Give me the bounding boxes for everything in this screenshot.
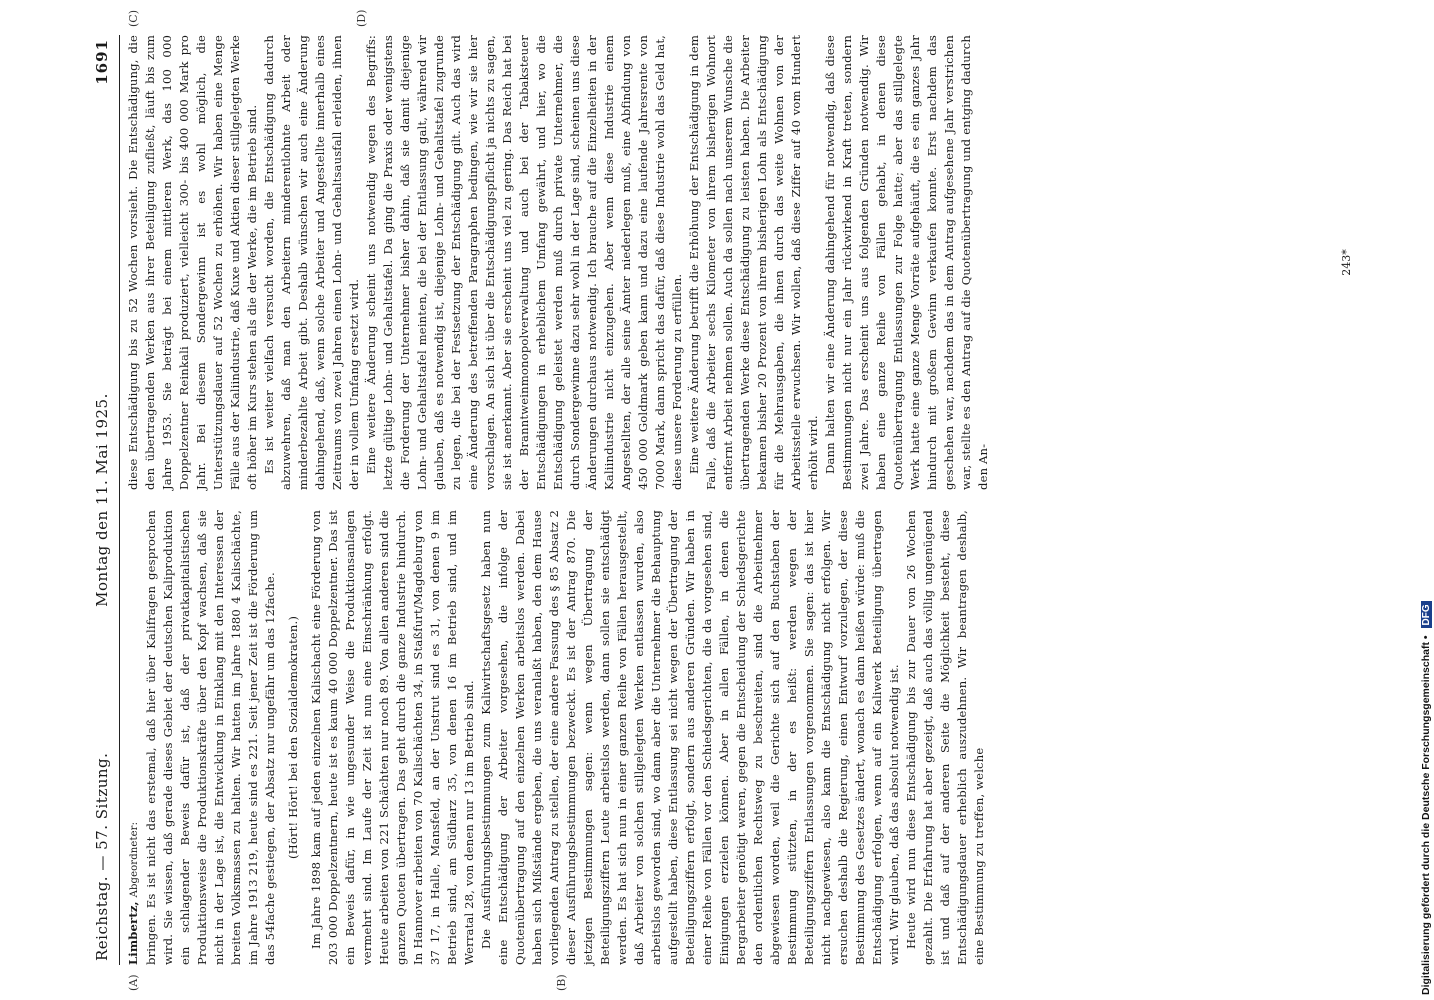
caption-text: Digitalisierung gefördert durch die Deutsche Forschungsgemeinschaft • [1420,635,1432,995]
margin-mark-c: (C) [127,10,140,27]
text-column-right [125,35,992,490]
paragraph: Eine weitere Änderung betrifft die Erhöhung der Entschädigung in dem Falle, daß die Arbeiter sechs Kilometer von ihrem bisherigen Wohnort entfernt Arbeit nehmen sollen. Auch da sollen nach unserem Wunsche die übertragenden Werke diese Entschädigung zu leisten haben. Die Arbeiter bekamen bisher 20 Prozent von ihrem bisherigen Lohn als Entschädigung für die Mehrausgaben, die ihnen durch das weite Wohnen von der Arbeitsstelle erwuchsen. Wir wollen, daß diese Ziffer auf 40 vom Hundert erhöht wird. [687,35,820,490]
speaker-line [125,510,143,965]
header-session: Reichstag. — 57. Sitzung. [93,752,111,961]
page-header [85,35,120,965]
paragraph: Im Jahre 1898 kam auf jeden einzelnen Kalischacht eine Förderung von 203 000 Doppelzentnern, heute ist es kaum 40 000 Doppelzentner. Das ist ein Beweis dafür, in wie ungesunder Weise die Produktionsanlagen vermehrt sind. Im Laufe der Zeit ist nun eine Einschränkung erfolgt. Heute arbeiten von 221 Schächten nur noch 89. Von allen anderen sind die ganzen Quoten übertragen. Das geht durch die ganze Industrie hindurch. In Hannover arbeiten von 70 Kalischächten 34, in Staßfurt/Magdeburg von 37 17, in Halle, Mansfeld, an der Unstrut sind es 31, von denen 9 im Betrieb sind, am Südharz 35, von denen 16 im Betrieb sind, und im Werratal 28, von denen nur 13 im Betrieb sind. [309,510,476,965]
paragraph: Heute wird nun diese Entschädigung bis zur Dauer von 26 Wochen gezahlt. Die Erfahrung hat aber gezeigt, daß auch das völlig ungenügend ist und daß auf der anderen Seite die Möglichkeit besteht, diese Entschädigungsdauer erheblich auszudehnen. Wir beantragen deshalb, eine Bestimmung zu treffen, welche [904,510,986,965]
margin-mark-d: (D) [355,9,368,27]
paragraph: Dann halten wir eine Änderung dahingehend für notwendig, daß diese Bestimmungen nicht nur ein Jahr rückwirkend in Kraft treten, sondern zwei Jahre. Das erscheint uns aus folgenden Gründen notwendig. Wir haben eine ganze Reihe von Fällen gehabt, in denen diese Quotenübertragung Entlassungen zur Folge hatte; aber das stillgelegte Werk hatte eine ganze Menge Vorräte aufgehäuft, die es ein ganzes Jahr hindurch mit großem Gewinn verkaufen konnte. Erst nachdem das geschehen war, nachdem das in dem Antrag aufgesehene Jahr verstrichen war, stellte es den Antrag auf die Quotenübertragung und entging dadurch den An- [823,35,990,490]
paragraph: bringen. Es ist nicht das erstemal, daß hier über Kalifragen gesprochen wird. Sie wissen, daß gerade dieses Gebiet der deutschen Kaliproduktion ein schlagender Beweis dafür ist, daß der privatkapitalistischen Produktionsweise die Produktionskräfte über den Kopf wachsen, daß sie nicht in der Lage ist, die Entwicklung in Einklang mit den Interessen der breiten Volksmassen zu halten. Wir hatten im Jahre 1880 4 Kalischächte, im Jahre 1913 219, heute sind es 221. Seit jener Zeit ist die Förderung um das 54fache gestiegen, der Absatz nur ungefähr um das 12fache. [144,510,277,965]
paragraph: Eine weitere Änderung scheint uns notwendig wegen des Begriffs: letzte gültige Lohn- und Gehaltstafel. Da ging die Praxis oder wenigstens die Forderung der Unternehmer bisher dahin, daß sie damit diejenige Lohn- und Gehaltstafel meinten, die bei der Entlassung galt, während wir glauben, daß es notwendig ist, diejenige Lohn- und Gehaltstafel zugrunde zu legen, die bei der Festsetzung der Entschädigung gilt. Auch das wird eine Änderung des betreffenden Paragraphen bedingen, wie wir sie hier vorschlagen. An sich ist über die Entschädigungspflicht ja nichts zu sagen, sie ist anerkannt. Aber sie erscheint uns viel zu gering. Das Reich hat bei der Branntweinmonopolverwaltung und auch bei der Tabaksteuer Entschädigungen in erheblichem Umfang gewährt, und hier, wo die Entschädigung geleistet werden muß durch private Unternehmer, die durch Sondergewinne dazu sehr wohl in der Lage sind, scheinen uns diese Änderungen durchaus notwendig. Ich brauche auf die Einzelheiten in der Kaliindustrie nicht einzugehen. Aber wenn diese Industrie einem Angestellten, der alle seine Ämter niederlegen muß, eine Abfindung von 450 000 Goldmark geben kann und dazu eine laufende Jahresrente von 7000 Mark, dann spricht das dafür, daß diese Industrie wohl das Geld hat, diese unsere Forderung zu erfüllen. [364,35,684,490]
speaker-name: Limbertz, [126,901,140,965]
dfg-logo: DFG [1421,601,1432,628]
rotated-page [85,9,1385,991]
margin-mark-a: (A) [127,974,140,991]
margin-mark-b: (B) [555,974,568,991]
paragraph: Die Ausführungsbestimmungen zum Kaliwirtschaftsgesetz haben nun eine Entschädigung der Arbeiter vorgesehen, die infolge der Quotenübertragung auf den einzelnen Werken arbeitslos werden. Dabei haben sich Mißstände ergeben, die uns veranlaßt haben, den dem Hause vorliegenden Antrag zu stellen, der eine andere Fassung des § 85 Absatz 2 dieser Ausführungsbestimmungen bezweckt. Es ist der Antrag 870. Die jetzigen Bestimmungen sagen: wenn wegen Übertragung der Beteiligungsziffern Leute arbeitslos werden, dann sollen sie entschädigt werden. Es hat sich nun in einer ganzen Reihe von Fällen herausgestellt, daß Arbeiter von solchen stillgelegten Werken entlassen wurden, also arbeitslos geworden sind, wo dann aber die Unternehmer die Behauptung aufgestellt haben, diese Entlassung sei nicht wegen der Übertragung der Beteiligungsziffern erfolgt, sondern aus anderen Gründen. Wir haben in einer Reihe von Fällen vor den Schiedsgerichten, die da vorgesehen sind, Einigungen erzielen können. Aber in allen Fällen, in denen die Bergarbeiter genötigt waren, gegen die Entscheidung der Schiedsgerichte den ordentlichen Rechtsweg zu beschreiten, sind die Arbeitnehmer abgewiesen worden, weil die Gerichte sich auf den Buchstaben der Bestimmung stützten, in der es heißt: werden wegen der Beteiligungsziffern Entlassungen vorgenommen. Sie sagen: das ist hier nicht nachgewiesen, also kann die Entschädigung nicht erfolgen. Wir ersuchen deshalb die Regierung, einen Entwurf vorzulegen, der diese Bestimmung des Gesetzes ändert, wonach es dann heißen würde: muß die Entschädigung erfolgen, wenn auf ein Kaliwerk Beteiligung übertragen wird. Wir glauben, daß das absolut notwendig ist. [479,510,901,965]
signature-mark: 243* [1340,249,1353,276]
interjection: (Hört! Hört! bei den Sozialdemokraten.) [286,615,300,860]
digitization-caption [1420,601,1432,995]
paragraph: diese Entschädigung bis zu 52 Wochen vorsieht. Die Entschädigung, die den übertragenden Werken aus ihrer Beteiligung zufließt, läuft bis zum Jahre 1953. Sie beträgt bei einem mittleren Werk, das 100 000 Doppelzentner Reinkali produziert, vielleicht 300- bis 400 000 Mark pro Jahr. Bei diesem Sondergewinn ist es wohl möglich, die Unterstützungsdauer auf 52 Wochen zu erhöhen. Wir haben eine Menge Fälle aus der Kaliindustrie, daß Kuxe und Aktien dieser stillgelegten Werke oft höher im Kurs stehen als die der Werke, die im Betrieb sind. [126,35,259,490]
speaker-role: Abgeordneter: [129,821,140,898]
page-number: 1691 [93,39,111,85]
text-column-left [125,510,988,965]
paragraph: Es ist weiter vielfach versucht worden, die Entschädigung dadurch abzuwehren, daß man den Arbeitern minderentlohnte Arbeit oder minderbezahlte Arbeit gibt. Deshalb wünschen wir auch eine Änderung dahingehend, daß, wenn solche Arbeiter und Angestellte innerhalb eines Zeitraums von zwei Jahren einen Lohn- und Gehaltsausfall erleiden, ihnen der in vollem Umfang ersetzt wird. [262,35,361,490]
header-date: Montag den 11. Mai 1925. [93,393,111,607]
